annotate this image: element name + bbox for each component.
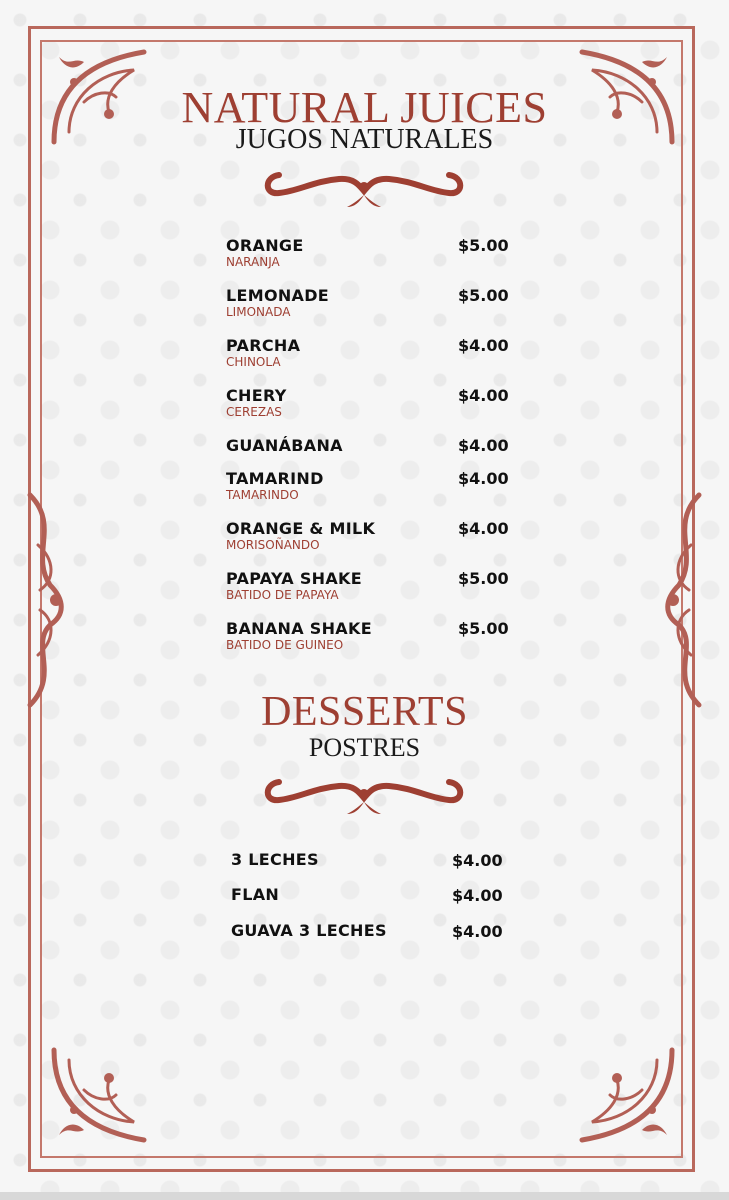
item-subtitle: BATIDO DE GUINEO [226, 638, 344, 652]
list-item [226, 337, 300, 370]
item-subtitle: BATIDO DE PAPAYA [226, 588, 339, 602]
side-ornament-icon [663, 485, 709, 715]
item-subtitle: NARANJA [226, 255, 280, 269]
item-price: $4.00 [452, 851, 503, 870]
flourish-divider-icon [259, 770, 469, 820]
item-price: $4.00 [458, 469, 509, 488]
item-name: ORANGE & MILK [226, 519, 376, 538]
list-item [226, 237, 304, 270]
item-price: $4.00 [458, 519, 509, 538]
item-subtitle: CHINOLA [226, 355, 281, 369]
section-subtitle-desserts: POSTRES [308, 733, 421, 762]
list-item: FLAN [231, 885, 280, 904]
section-title-juices: NATURAL JUICES [181, 83, 548, 132]
list-item [226, 287, 329, 320]
section-subtitle-juices: JUGOS NATURALES [235, 124, 494, 155]
item-price: $5.00 [458, 286, 509, 305]
item-price: $4.00 [458, 336, 509, 355]
item-subtitle: CEREZAS [226, 405, 282, 419]
bottom-strip [0, 1192, 729, 1200]
item-subtitle: MORISOÑANDO [226, 538, 320, 552]
item-subtitle: LIMONADA [226, 305, 291, 319]
side-ornament-icon [20, 485, 66, 715]
list-item: 3 LECHES [231, 850, 319, 869]
item-price: $4.00 [452, 886, 503, 905]
item-name: GUANÁBANA [226, 436, 343, 455]
list-item [226, 437, 343, 455]
item-price: $5.00 [458, 619, 509, 638]
item-name: CHERY [226, 386, 287, 405]
list-item [226, 520, 375, 553]
item-name: PAPAYA SHAKE [226, 569, 362, 588]
list-item: GUAVA 3 LECHES [231, 921, 387, 940]
item-name: BANANA SHAKE [226, 619, 372, 638]
item-name: TAMARIND [226, 469, 324, 488]
item-name: ORANGE [226, 236, 304, 255]
section-title-desserts: DESSERTS [261, 689, 468, 735]
flourish-divider-icon [259, 163, 469, 213]
item-subtitle: TAMARINDO [226, 488, 299, 502]
item-price: $5.00 [458, 236, 509, 255]
list-item [226, 470, 324, 503]
item-price: $4.00 [458, 436, 509, 455]
item-price: $5.00 [458, 569, 509, 588]
list-item [226, 620, 372, 653]
item-name: LEMONADE [226, 286, 330, 305]
item-price: $4.00 [458, 386, 509, 405]
list-item [226, 387, 287, 420]
item-price: $4.00 [452, 922, 503, 941]
list-item [226, 570, 362, 603]
corner-ornament-icon [44, 1040, 154, 1150]
item-name: PARCHA [226, 336, 301, 355]
corner-ornament-icon [572, 1040, 682, 1150]
